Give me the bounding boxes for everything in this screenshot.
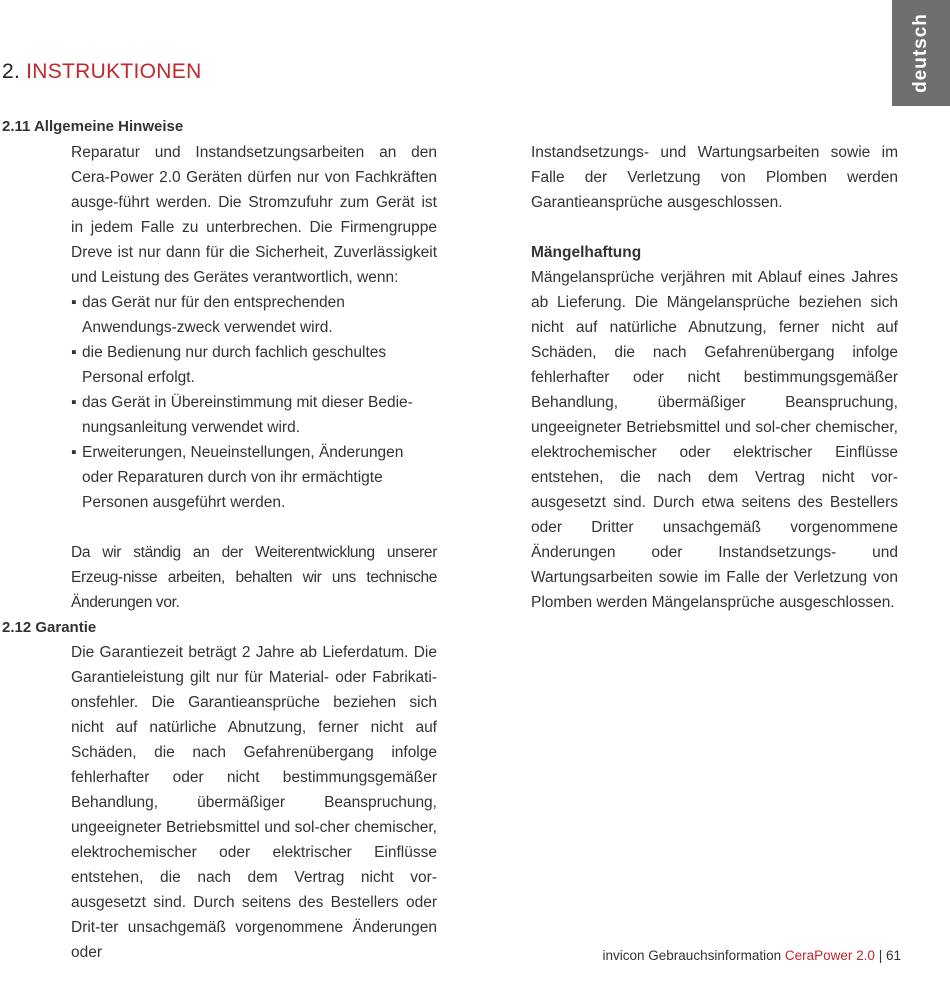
general-notes-column xyxy=(71,140,437,615)
bullet-icon: ▪ xyxy=(71,394,77,411)
bullet-icon: ▪ xyxy=(71,444,77,461)
technical-changes-note: Da wir ständig an der Weiterentwicklung unserer Erzeug-nisse arbeiten, behalten wir uns technische Änderungen vor. xyxy=(71,544,437,611)
warranty-text: Die Garantiezeit beträgt 2 Jahre ab Lieferdatum. Die Garantieleistung gilt nur für Material- oder Fabrikati-onsfehler. Die Garantieansprüche beziehen sich nicht auf natürliche Abnutzung, ferner nicht auf Schäden, die nach Gefahrenübergang infolge fehlerhafter oder nicht bestimmungsgemäßer Behandlung, übermäßiger Beanspruchung, ungeeigneter Betriebsmittel und sol-cher chemischer, elektrochemischer oder elektrischer Einflüsse entstehen, die nach dem Vertrag nicht vor-ausgesetzt sind. Durch seitens des Bestellers oder Drit-ter unsachgemäß vorgenommene Änderungen oder xyxy=(71,644,437,961)
language-tab-label: deutsch xyxy=(910,13,932,93)
bullet-icon: ▪ xyxy=(71,294,77,311)
warranty-continuation: Instandsetzungs- und Wartungsarbeiten sowie im Falle der Verletzung von Plomben werden Garantieansprüche ausgeschlossen. xyxy=(531,144,898,211)
chapter-title xyxy=(2,60,202,84)
page-number: 61 xyxy=(885,948,901,963)
right-column xyxy=(531,140,898,615)
list-item: ▪ die Bedienung nur durch fachlich geschultes Personal erfolgt. xyxy=(71,340,437,390)
footer-product: CeraPower 2.0 xyxy=(784,948,875,963)
footer-separator: | xyxy=(878,948,883,963)
list-item: ▪ Erweiterungen, Neueinstellungen, Änderungen oder Reparaturen durch von ihr ermächtigte Personen ausgeführt werden. xyxy=(71,440,437,515)
liability-heading: Mängelhaftung xyxy=(531,244,642,261)
chapter-number: 2. xyxy=(2,60,21,83)
list-item: ▪ das Gerät nur für den entsprechenden Anwendungs-zweck verwendet wird. xyxy=(71,290,437,340)
bullet-icon: ▪ xyxy=(71,344,77,361)
language-tab xyxy=(892,0,950,106)
conditions-list xyxy=(71,290,437,515)
chapter-name: INSTRUKTIONEN xyxy=(26,60,202,83)
page-footer xyxy=(603,948,901,963)
liability-text: Mängelansprüche verjähren mit Ablauf eines Jahres ab Lieferung. Die Mängelansprüche beziehen sich nicht auf natürliche Abnutzung, ferner nicht auf Schäden, die nach Gefahrenübergang infolge fehlerhafter oder nicht bestimmungsgemäßer Behandlung, übermäßiger Beanspruchung, ungeeigneter Betriebsmittel und sol-cher chemischer, elektrochemischer oder elektrischer Einflüsse entstehen, die nach dem Vertrag nicht vor-ausgesetzt sind. Durch etwa seitens des Bestellers oder Dritter unsachgemäß vorgenommene Änderungen oder Instandsetzungs- und Wartungsarbeiten sowie im Falle der Verletzung von Plomben werden Mängelansprüche ausgeschlossen. xyxy=(531,269,898,611)
general-notes-intro: Reparatur und Instandsetzungsarbeiten an den Cera-Power 2.0 Geräten dürfen nur von Fachkräften ausge-führt werden. Die Stromzufuhr zum Gerät ist in jedem Falle zu unterbrechen. Die Firmengruppe Dreve ist nur dann für die Sicherheit, Zuverlässigkeit und Leistung des Gerätes verantwortlich, wenn: xyxy=(71,144,437,286)
list-item: ▪ das Gerät in Übereinstimmung mit dieser Bedie-nungsanleitung verwendet wird. xyxy=(71,390,437,440)
warranty-column xyxy=(71,640,437,965)
section-heading-warranty: 2.12 Garantie xyxy=(2,619,97,636)
section-heading-general: 2.11 Allgemeine Hinweise xyxy=(2,118,184,135)
footer-publication: invicon Gebrauchsinformation xyxy=(602,948,782,963)
